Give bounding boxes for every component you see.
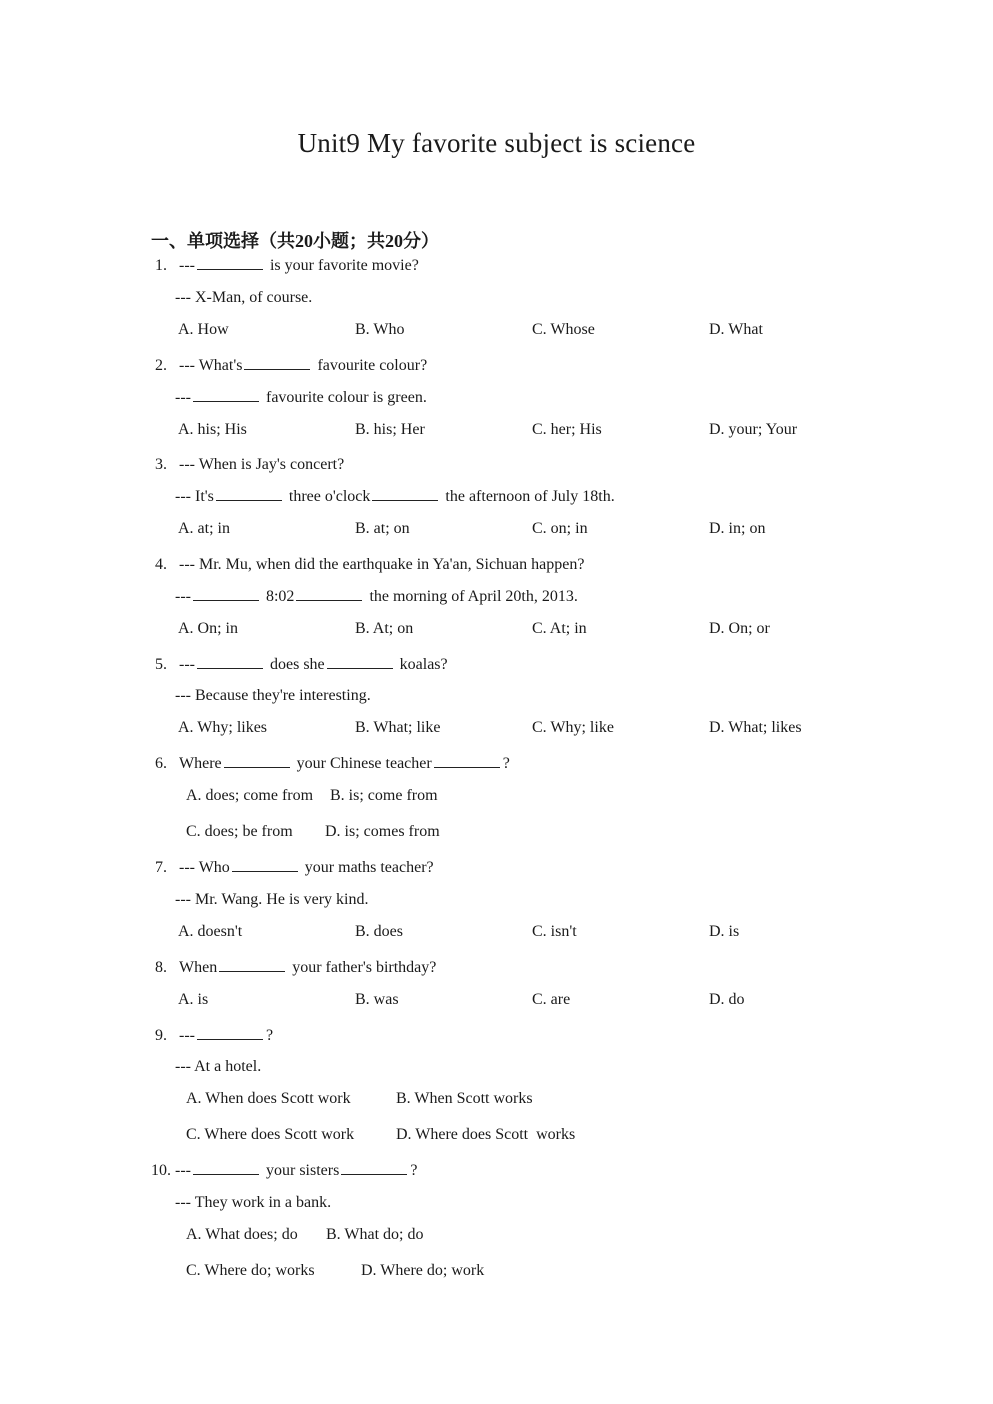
option-c[interactable]: C. Where do; works	[186, 1262, 315, 1279]
option-c[interactable]: C. on; in	[532, 520, 588, 537]
option-d[interactable]: D. Where do; work	[361, 1262, 485, 1279]
option-c[interactable]: C. At; in	[532, 620, 587, 637]
option-a[interactable]: A. What does; do	[186, 1226, 298, 1243]
option-a[interactable]: A. is	[178, 991, 209, 1008]
question-1-answer: --- X-Man, of course.	[175, 289, 313, 306]
question-2-line2: --- favourite colour is green.	[175, 389, 427, 406]
option-a[interactable]: A. at; in	[178, 520, 230, 537]
option-c[interactable]: C. her; His	[532, 421, 602, 438]
question-7-answer: --- Mr. Wang. He is very kind.	[175, 891, 369, 908]
answer-blank[interactable]	[232, 858, 298, 872]
option-b[interactable]: B. is; come from	[330, 787, 438, 804]
section-heading: 一、单项选择（共20小题；共20分）	[151, 231, 439, 251]
answer-blank[interactable]	[372, 487, 438, 501]
option-c[interactable]: C. Where does Scott work	[186, 1126, 355, 1143]
option-b[interactable]: B. What do; do	[326, 1226, 424, 1243]
answer-blank[interactable]	[224, 754, 290, 768]
question-4-line2: --- 8:02 the morning of April 20th, 2013.	[175, 588, 578, 605]
option-b[interactable]: B. does	[355, 923, 403, 940]
answer-blank[interactable]	[193, 587, 259, 601]
question-10-answer: --- They work in a bank.	[175, 1194, 332, 1211]
option-a[interactable]: A. When does Scott work	[186, 1090, 351, 1107]
option-d[interactable]: D. do	[709, 991, 745, 1008]
option-b[interactable]: B. Who	[355, 321, 405, 338]
question-6: 6. Where your Chinese teacher ?	[155, 755, 510, 772]
option-a[interactable]: A. his; His	[178, 421, 247, 438]
option-d[interactable]: D. your; Your	[709, 421, 798, 438]
question-3-line2: --- It's three o'clock the afternoon of July 18th.	[175, 488, 615, 505]
answer-blank[interactable]	[296, 587, 362, 601]
answer-blank[interactable]	[244, 356, 310, 370]
answer-blank[interactable]	[327, 655, 393, 669]
question-10: 10. --- your sisters ?	[151, 1162, 418, 1179]
option-d[interactable]: D. Where does Scott works	[396, 1126, 576, 1143]
option-b[interactable]: B. at; on	[355, 520, 410, 537]
answer-blank[interactable]	[197, 1026, 263, 1040]
option-b[interactable]: B. his; Her	[355, 421, 425, 438]
answer-blank[interactable]	[197, 256, 263, 270]
option-d[interactable]: D. What; likes	[709, 719, 802, 736]
answer-blank[interactable]	[193, 388, 259, 402]
question-8: 8. When your father's birthday?	[155, 959, 437, 976]
option-a[interactable]: A. Why; likes	[178, 719, 268, 736]
option-b[interactable]: B. was	[355, 991, 399, 1008]
question-5: 5. --- does she koalas?	[155, 656, 448, 673]
option-a[interactable]: A. does; come from	[186, 787, 314, 804]
option-b[interactable]: B. At; on	[355, 620, 414, 637]
question-4: 4. --- Mr. Mu, when did the earthquake in Ya'an, Sichuan happen?	[155, 556, 585, 573]
question-3: 3. --- When is Jay's concert?	[155, 456, 345, 473]
question-1: 1. --- is your favorite movie?	[155, 257, 419, 274]
option-c[interactable]: C. are	[532, 991, 571, 1008]
answer-blank[interactable]	[193, 1161, 259, 1175]
answer-blank[interactable]	[434, 754, 500, 768]
option-d[interactable]: D. in; on	[709, 520, 766, 537]
answer-blank[interactable]	[197, 655, 263, 669]
option-d[interactable]: D. On; or	[709, 620, 770, 637]
option-b[interactable]: B. When Scott works	[396, 1090, 533, 1107]
option-b[interactable]: B. What; like	[355, 719, 441, 736]
option-d[interactable]: D. What	[709, 321, 763, 338]
option-c[interactable]: C. isn't	[532, 923, 577, 940]
option-c[interactable]: C. does; be from	[186, 823, 293, 840]
option-a[interactable]: A. On; in	[178, 620, 238, 637]
option-d[interactable]: D. is	[709, 923, 740, 940]
option-c[interactable]: C. Whose	[532, 321, 595, 338]
option-a[interactable]: A. How	[178, 321, 229, 338]
question-5-answer: --- Because they're interesting.	[175, 687, 371, 704]
question-9: 9. --- ?	[155, 1027, 274, 1044]
page-title: Unit9 My favorite subject is science	[297, 128, 696, 158]
option-c[interactable]: C. Why; like	[532, 719, 614, 736]
question-2: 2. --- What's favourite colour?	[155, 357, 428, 374]
question-7: 7. --- Who your maths teacher?	[155, 859, 434, 876]
answer-blank[interactable]	[341, 1161, 407, 1175]
option-a[interactable]: A. doesn't	[178, 923, 243, 940]
question-9-answer: --- At a hotel.	[175, 1058, 262, 1075]
option-d[interactable]: D. is; comes from	[325, 823, 440, 840]
answer-blank[interactable]	[219, 958, 285, 972]
answer-blank[interactable]	[216, 487, 282, 501]
